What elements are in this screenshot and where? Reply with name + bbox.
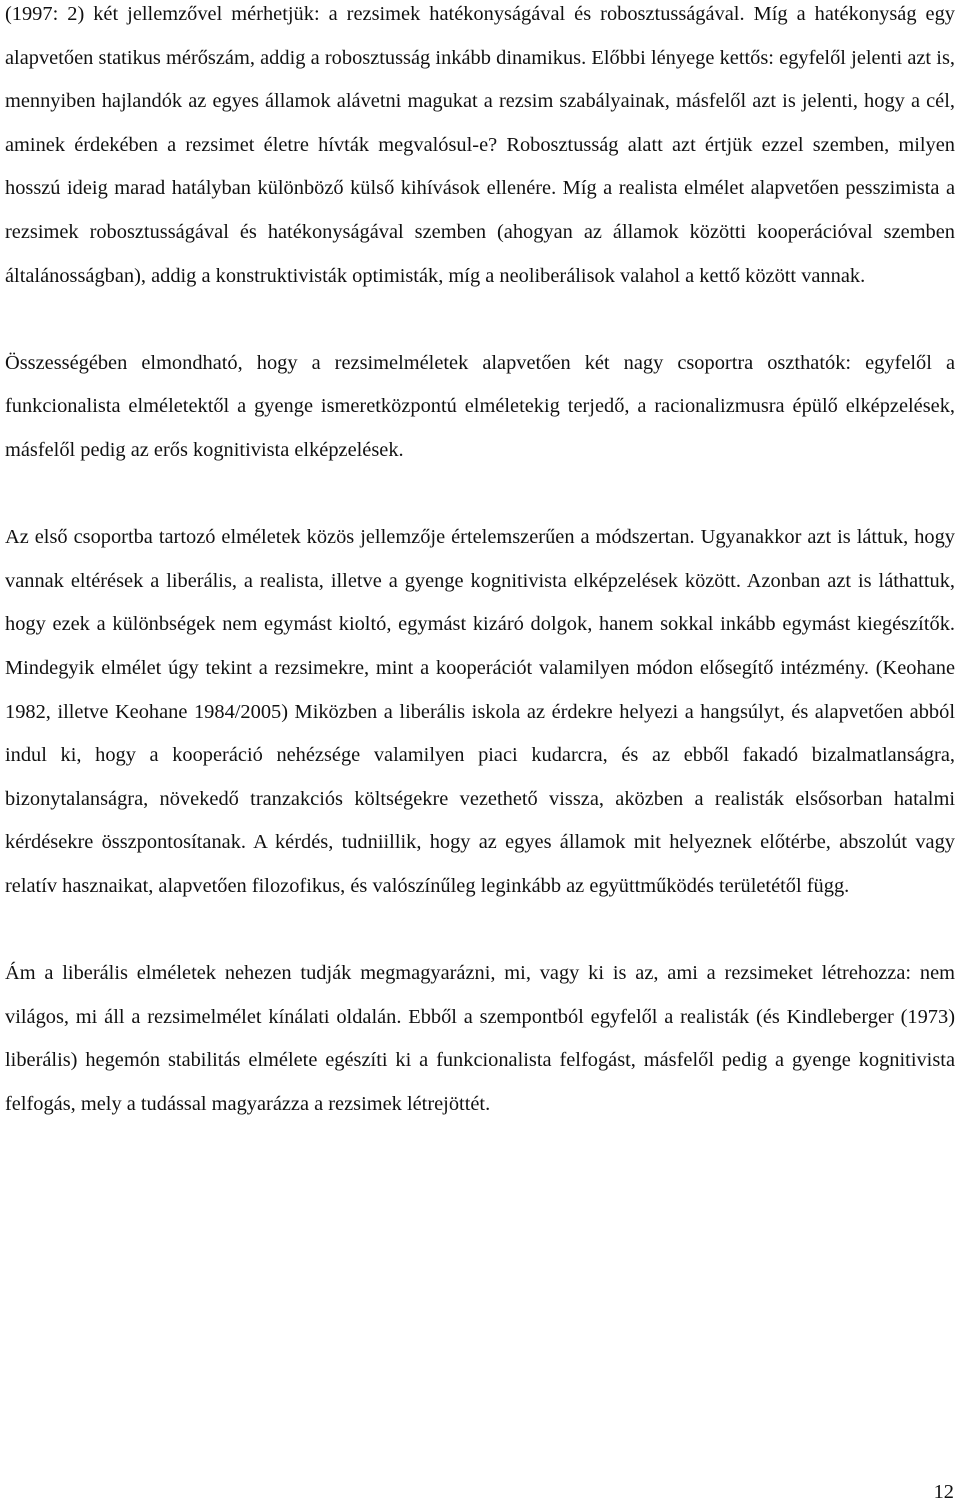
paragraph-spacer	[5, 298, 955, 342]
paragraph-liberal-theories: Ám a liberális elméletek nehezen tudják megmagyarázni, mi, vagy ki is az, ami a rezsimeket létrehozza: nem világos, mi áll a rezsimelmélet kínálati oldalán. Ebből a szempontból egyfelől a realisták (és Kindleberger (1973) liberális) hegemón stabilitás elmélete egészíti ki a funkcionalista felfogást, másfelől pedig a gyenge kognitivista felfogás, mely a tudással magyarázza a rezsimek létrejöttét.	[5, 962, 955, 1115]
paragraph-first-group: Az első csoportba tartozó elméletek közös jellemzője értelemszerűen a módszertan. Ugyanakkor azt is láttuk, hogy vannak eltérések a liberális, a realista, illetve a gyenge kognitivista elképzelések között. Azonban azt is láthattuk, hogy ezek a különbségek nem egymást kioltó, egymást kizáró dolgok, hanem sokkal inkább egymást kiegészítők. Mindegyik elmélet úgy tekint a rezsimekre, mint a kooperációt valamilyen módon elősegítő intézmény. (Keohane 1982, illetve Keohane 1984/2005) Miközben a liberális iskola az érdekre helyezi a hangsúlyt, és alapvetően abból indul ki, hogy a kooperáció nehézsége valamilyen piaci kudarcra, és az ebből fakadó bizalmatlanságra, bizonytalanságra, növekedő tranzakciós költségekre vezethető vissza, aközben a realisták elsősorban hatalmi kérdésekre összpontosítanak. A kérdés, tudniillik, hogy az egyes államok mit helyeznek előtérbe, abszolút vagy relatív hasznaikat, alapvetően filozofikus, és valószínűleg leginkább az együttműködés területétől függ.	[5, 526, 955, 897]
page-number: 12	[933, 1481, 954, 1503]
paragraph-spacer	[5, 473, 955, 517]
paragraph-regime-effectiveness: (1997: 2) két jellemzővel mérhetjük: a rezsimek hatékonyságával és robosztusságával. Míg a hatékonyság egy alapvetően statikus mérőszám, addig a robosztusság inkább dinamikus. Előbbi lényege kettős: egyfelől jelenti azt is, mennyiben hajlandók az egyes államok alávetni magukat a rezsim szabályainak, másfelől azt is jelenti, hogy a cél, aminek érdekében a rezsimet életre hívták megvalósul-e? Robosztusság alatt azt értjük ezzel szemben, milyen hosszú ideig marad hatályban különböző külső kihívások ellenére. Míg a realista elmélet alapvetően pesszimista a rezsimek robosztusságával és hatékonyságával szemben (ahogyan az államok közötti kooperációval szemben általánosságban), addig a konstruktivisták optimisták, míg a neoliberálisok valahol a kettő között vannak.	[5, 3, 955, 287]
paragraph-spacer	[5, 908, 955, 952]
paragraph-summary: Összességében elmondható, hogy a rezsimelméletek alapvetően két nagy csoportra oszthatók: egyfelől a funkcionalista elméletektől a gyenge ismeretközpontú elméletekig terjedő, a racionalizmusra épülő elképzelések, másfelől pedig az erős kognitivista elképzelések.	[5, 351, 955, 461]
document-page	[5, 0, 955, 1126]
